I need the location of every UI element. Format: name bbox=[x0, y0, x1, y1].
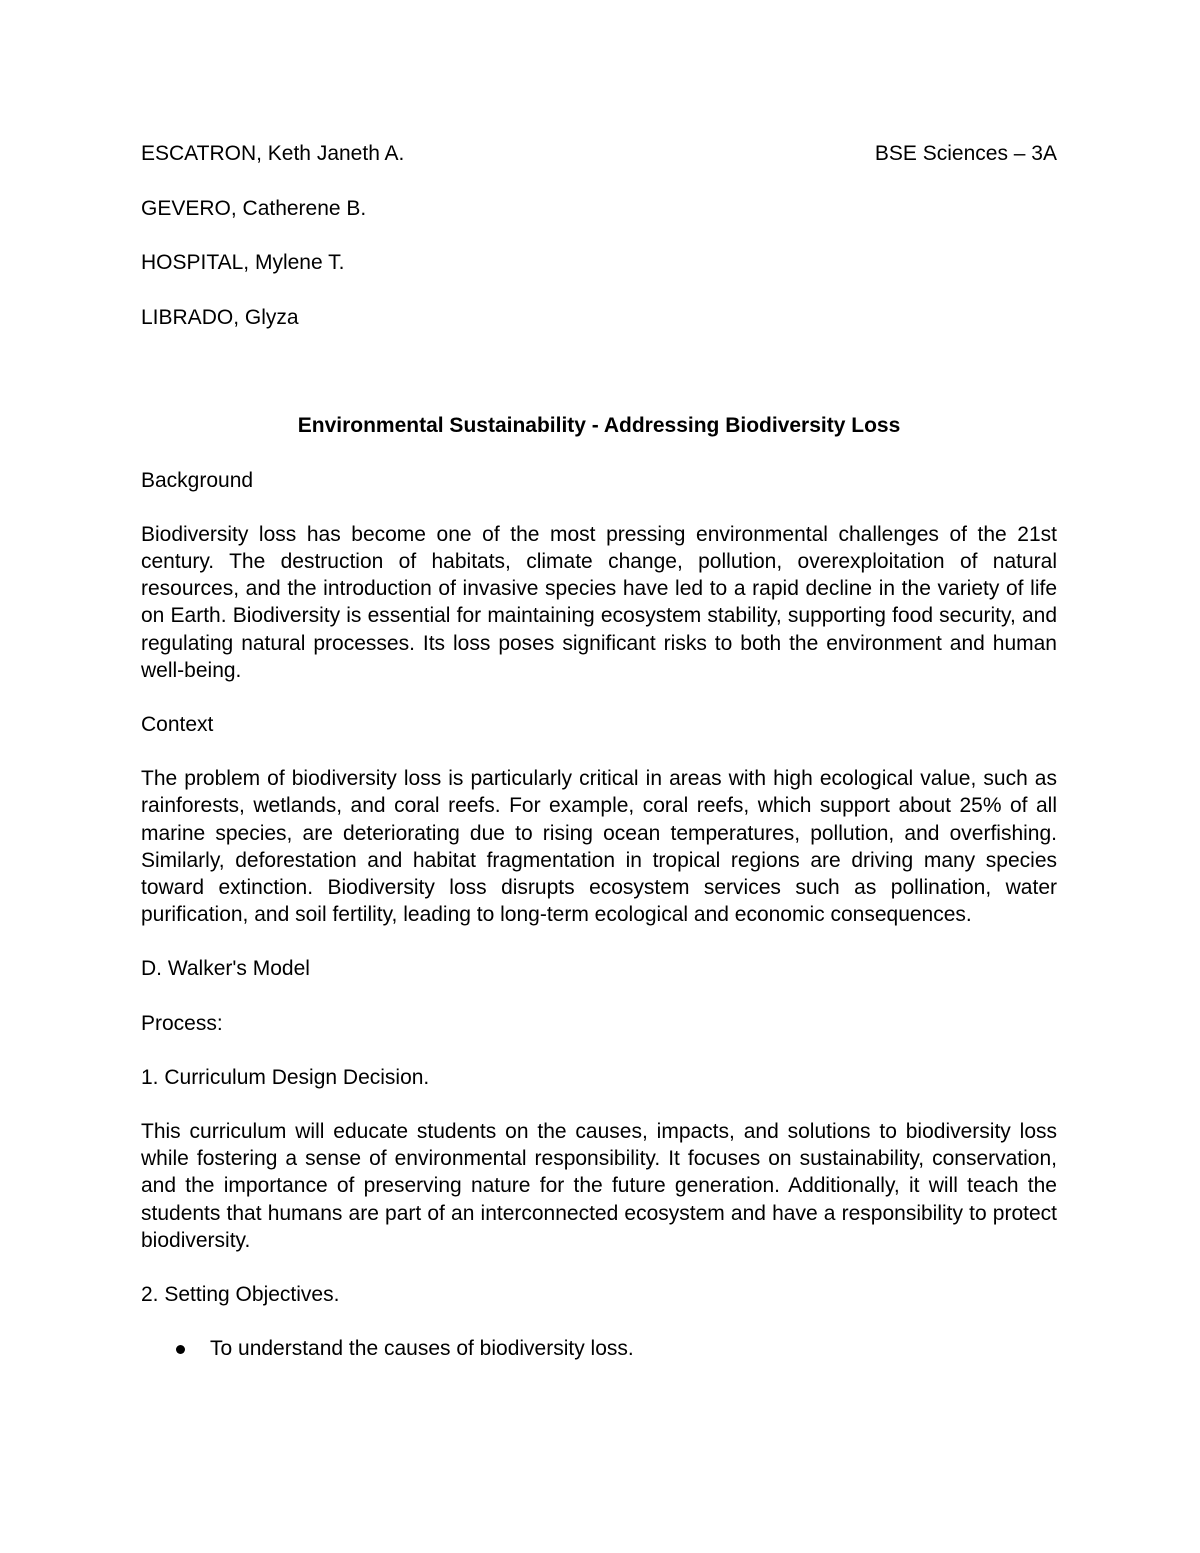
list-item bbox=[141, 1335, 1057, 1362]
author-name: ESCATRON, Keth Janeth A. bbox=[141, 142, 405, 165]
document-page bbox=[141, 140, 1057, 1362]
author-row-first bbox=[141, 140, 1057, 167]
author-name: GEVERO, Catherene B. bbox=[141, 196, 367, 220]
objective-text: To understand the causes of biodiversity loss. bbox=[210, 1337, 634, 1361]
background-heading: Background bbox=[141, 468, 254, 492]
context-heading: Context bbox=[141, 712, 214, 736]
document-title: Environmental Sustainability - Addressing Biodiversity Loss bbox=[297, 414, 901, 438]
step1-heading: 1. Curriculum Design Decision. bbox=[141, 1065, 430, 1089]
process-heading: Process: bbox=[141, 1011, 223, 1035]
bullet-icon bbox=[176, 1345, 185, 1354]
step1-paragraph: This curriculum will educate students on the causes, impacts, and solutions to biodiversity loss while fostering a sense of environmental responsibility. It focuses on sustainability, conservation, and the importance of preserving nature for the future generation. Additionally, it will teach the students that humans are part of an interconnected ecosystem and have a responsibility to protect biodiversity. bbox=[141, 1119, 1057, 1252]
background-paragraph: Biodiversity loss has become one of the most pressing environmental challenges of the 21st century. The destruction of habitats, climate change, pollution, overexploitation of natural resources, and the introduction of invasive species have led to a rapid decline in the variety of life on Earth. Biodiversity is essential for maintaining ecosystem stability, supporting food security, and regulating natural processes. Its loss poses significant risks to both the environment and human well-being. bbox=[141, 522, 1057, 682]
objectives-list bbox=[141, 1335, 1057, 1362]
step2-heading: 2. Setting Objectives. bbox=[141, 1282, 340, 1306]
author-name: HOSPITAL, Mylene T. bbox=[141, 251, 345, 275]
author-name: LIBRADO, Glyza bbox=[141, 306, 299, 330]
context-paragraph: The problem of biodiversity loss is particularly critical in areas with high ecological value, such as rainforests, wetlands, and coral reefs. For example, coral reefs, which support about 25% of all marine species, are deteriorating due to rising ocean temperatures, pollution, and overfishing. Similarly, deforestation and habitat fragmentation in tropical regions are driving many species toward extinction. Biodiversity loss disrupts ecosystem services such as pollination, water purification, and soil fertility, leading to long-term ecological and economic consequences. bbox=[141, 767, 1057, 927]
section-label: BSE Sciences – 3A bbox=[874, 142, 1057, 165]
model-heading: D. Walker's Model bbox=[141, 957, 310, 981]
